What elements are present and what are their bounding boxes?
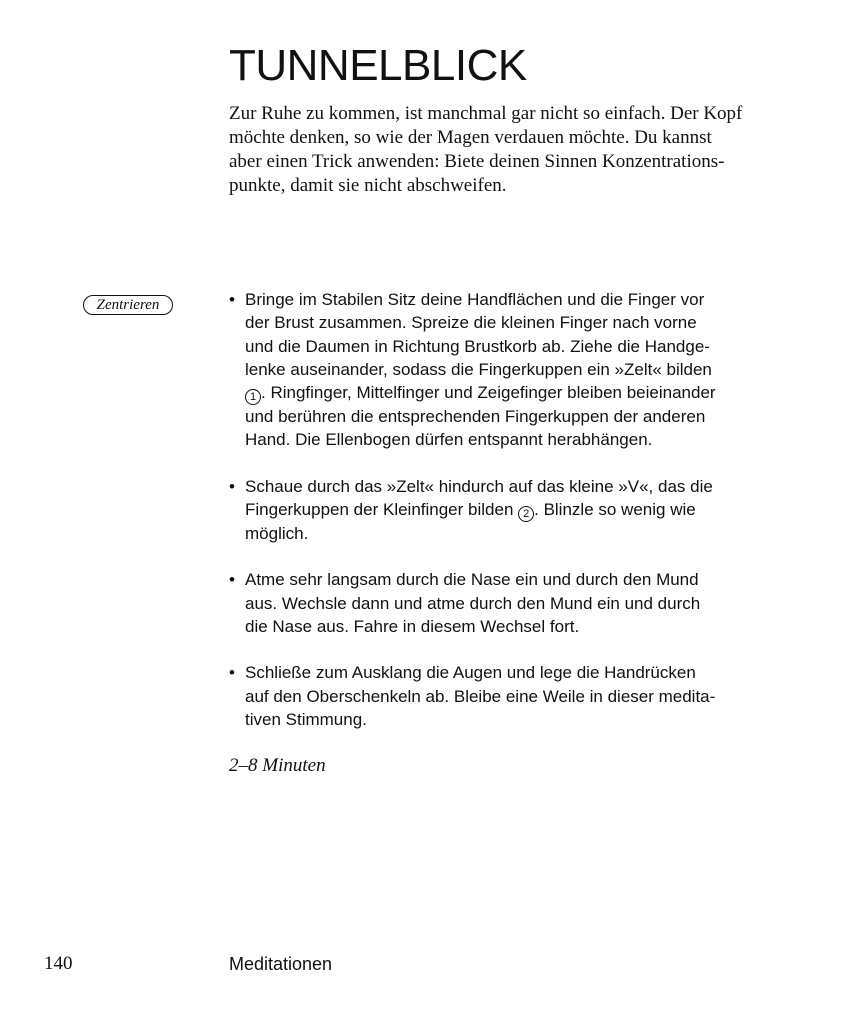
- page-number: 140: [44, 953, 73, 974]
- intro-line: punkte, damit sie nicht abschweifen.: [229, 175, 507, 196]
- step-line-text: . Ringfinger, Mittelfinger und Zeigefinger bleiben beieinander: [261, 383, 716, 403]
- step-line: Hand. Die Ellenbogen dürfen entspannt herabhängen.: [245, 430, 653, 450]
- step-line-text: . Blinzle so wenig wie: [534, 500, 696, 520]
- instruction-step-1: [229, 288, 769, 452]
- instruction-step-3: [229, 568, 769, 638]
- step-line: der Brust zusammen. Spreize die kleinen Finger nach vorne: [245, 313, 697, 333]
- step-line: tiven Stimmung.: [245, 709, 367, 729]
- step-line: aus. Wechsle dann und atme durch den Mund ein und durch: [245, 593, 701, 613]
- page-title: TUNNELBLICK: [229, 41, 527, 90]
- bullet-icon: •: [229, 570, 235, 590]
- bullet-icon: •: [229, 290, 235, 309]
- step-line: Schaue durch das »Zelt« hindurch auf das kleine »V«, das die: [245, 476, 713, 496]
- figure-marker-1: 1: [245, 389, 261, 405]
- step-line: Atme sehr langsam durch die Nase ein und durch den Mund: [245, 570, 699, 590]
- intro-line: möchte denken, so wie der Magen verdauen möchte. Du kannst: [229, 127, 712, 148]
- step-line: und berühren die entsprechenden Fingerkuppen der anderen: [245, 407, 706, 427]
- step-line: [245, 498, 769, 522]
- category-tag: Zentrieren: [83, 295, 173, 315]
- step-line: und die Daumen in Richtung Brustkorb ab. Ziehe die Handge-: [245, 336, 710, 356]
- step-line: die Nase aus. Fahre in diesem Wechsel fort.: [245, 616, 580, 636]
- step-line: Bringe im Stabilen Sitz deine Handflächen und die Finger vor: [245, 290, 705, 309]
- footer-section-name: Meditationen: [229, 954, 333, 974]
- instruction-step-2: [229, 475, 769, 546]
- bullet-icon: •: [229, 476, 235, 496]
- step-line-text: Fingerkuppen der Kleinfinger bilden: [245, 500, 519, 520]
- intro-line: aber einen Trick anwenden: Biete deinen Sinnen Konzentrations-: [229, 151, 725, 172]
- step-line: möglich.: [245, 524, 309, 544]
- duration-label: 2–8 Minuten: [229, 755, 326, 776]
- step-line: auf den Oberschenkeln ab. Bleibe eine Weile in dieser medita-: [245, 686, 716, 706]
- instruction-step-4: [229, 661, 769, 731]
- step-line: [245, 381, 769, 405]
- figure-marker-2: 2: [518, 506, 534, 522]
- instruction-list: [229, 288, 769, 754]
- step-line: lenke auseinander, sodass die Fingerkuppen ein »Zelt« bilden: [245, 359, 712, 379]
- intro-paragraph: [229, 102, 754, 198]
- intro-line: Zur Ruhe zu kommen, ist manchmal gar nicht so einfach. Der Kopf: [229, 103, 743, 124]
- bullet-icon: •: [229, 663, 235, 683]
- step-line: Schließe zum Ausklang die Augen und lege die Handrücken: [245, 663, 696, 683]
